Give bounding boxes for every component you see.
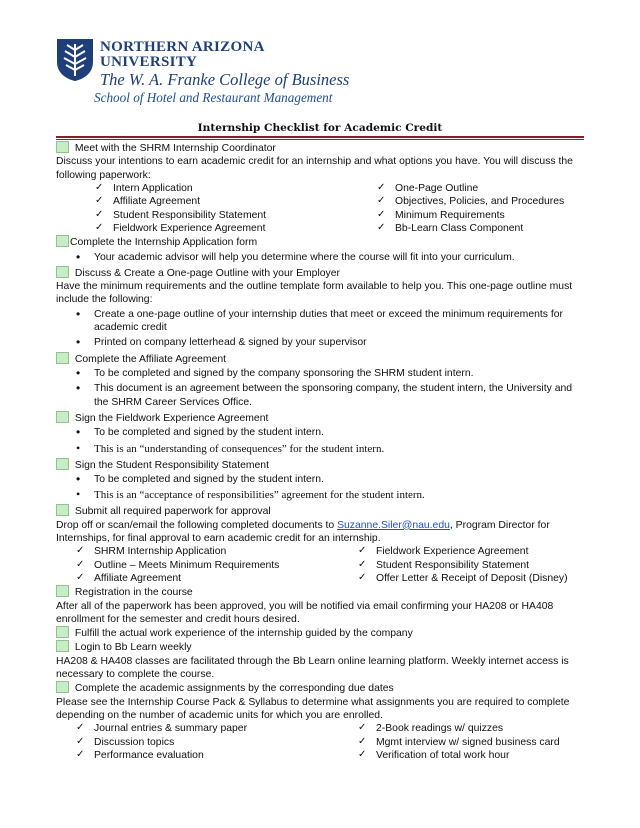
paperwork-left bbox=[113, 182, 395, 235]
checkbox[interactable] bbox=[56, 266, 69, 278]
list-item: ✓ SHRM Internship Application bbox=[94, 545, 376, 558]
list-item: ✓ Fieldwork Experience Agreement bbox=[113, 222, 395, 235]
checkbox[interactable] bbox=[56, 411, 69, 423]
checkbox[interactable] bbox=[56, 235, 69, 247]
list-item: ✓ Objectives, Policies, and Procedures bbox=[395, 195, 564, 208]
checkbox[interactable] bbox=[56, 141, 69, 153]
checkbox[interactable] bbox=[56, 352, 69, 364]
list-item: ✓ Offer Letter & Receipt of Deposit (Disney) bbox=[376, 572, 568, 585]
list-item: • To be completed and signed by the company sponsoring the SHRM student intern. bbox=[94, 367, 584, 380]
step-internship-application bbox=[56, 235, 584, 249]
nau-shield-icon bbox=[56, 38, 94, 82]
list-item: ✓ Mgmt interview w/ signed business card bbox=[376, 736, 560, 749]
step-text: Discuss your intentions to earn academic credit for an internship and what options you have. You will discuss the following paperwork: bbox=[56, 156, 573, 181]
list-item: ✓ Journal entries & summary paper bbox=[94, 722, 376, 735]
step-heading: Discuss & Create a One-page Outline with your Employer bbox=[74, 267, 340, 279]
checkbox[interactable] bbox=[56, 504, 69, 516]
email-link[interactable]: Suzanne.Siler@nau.edu bbox=[337, 519, 450, 531]
university-name bbox=[100, 40, 265, 70]
documents-left bbox=[94, 545, 376, 585]
step-meet-coordinator bbox=[56, 141, 584, 155]
step-heading: Complete the Internship Application form bbox=[70, 237, 258, 249]
list-item: ✓ Student Responsibility Statement bbox=[376, 559, 568, 572]
assignments-right bbox=[376, 722, 560, 762]
bullet-list bbox=[56, 426, 584, 455]
step-affiliate-agreement bbox=[56, 352, 584, 366]
list-item: • To be completed and signed by the student intern. bbox=[94, 473, 584, 486]
assignments-list bbox=[56, 722, 584, 762]
bullet-list bbox=[56, 367, 584, 409]
document-title: Internship Checklist for Academic Credit bbox=[197, 122, 443, 134]
bullet-list bbox=[56, 251, 584, 264]
step-fieldwork-agreement bbox=[56, 411, 584, 425]
step-assignments bbox=[56, 681, 584, 695]
list-item: ✓ Discussion topics bbox=[94, 736, 376, 749]
list-item: ✓ Bb-Learn Class Component bbox=[395, 222, 564, 235]
text-segment: , Program Director for Internships, for final approval to earn academic credit for an internship. bbox=[56, 519, 550, 544]
title-rule-thin bbox=[56, 139, 584, 140]
step-heading: Meet with the SHRM Internship Coordinator bbox=[74, 143, 276, 154]
list-item: ✓ Fieldwork Experience Agreement bbox=[376, 545, 568, 558]
university-logo bbox=[56, 38, 386, 108]
university-line2: UNIVERSITY bbox=[100, 54, 198, 70]
list-item: • Your academic advisor will help you determine where the course will fit into your curriculum. bbox=[94, 251, 584, 264]
step-heading: Complete the academic assignments by the corresponding due dates bbox=[74, 683, 394, 695]
step-text: Have the minimum requirements and the outline template form available to help you. This one-page outline must include the following: bbox=[56, 281, 573, 306]
list-item: ✓ Student Responsibility Statement bbox=[113, 209, 395, 222]
list-item: • This is an “acceptance of responsibilities” agreement for the student intern. bbox=[94, 488, 584, 502]
list-item: ✓ One-Page Outline bbox=[395, 182, 564, 195]
checkbox[interactable] bbox=[56, 585, 69, 597]
documents-list bbox=[56, 545, 584, 585]
title-rule bbox=[56, 136, 584, 138]
step-heading: Login to Bb Learn weekly bbox=[74, 642, 192, 654]
step-heading: Sign the Fieldwork Experience Agreement bbox=[74, 412, 269, 424]
checkbox[interactable] bbox=[56, 640, 69, 652]
list-item: ✓ Affiliate Agreement bbox=[94, 572, 376, 585]
college-name: The W. A. Franke College of Business bbox=[100, 70, 350, 89]
bullet-list bbox=[56, 308, 584, 350]
step-heading: Sign the Student Responsibility Statement bbox=[74, 459, 269, 471]
checkbox[interactable] bbox=[56, 458, 69, 470]
step-heading: Registration in the course bbox=[74, 587, 193, 599]
list-item: • To be completed and signed by the student intern. bbox=[94, 426, 584, 439]
step-registration bbox=[56, 585, 584, 599]
step-heading: Fulfill the actual work experience of the internship guided by the company bbox=[74, 628, 413, 640]
step-one-page-outline bbox=[56, 266, 584, 280]
assignments-left bbox=[94, 722, 376, 762]
paperwork-right bbox=[395, 182, 564, 235]
checklist bbox=[56, 141, 584, 762]
step-submit-paperwork bbox=[56, 504, 584, 518]
step-text: HA208 & HA408 classes are facilitated through the Bb Learn online learning platform. Weekly internet access is necessary to complete the course. bbox=[56, 655, 569, 681]
step-bb-learn bbox=[56, 640, 584, 654]
step-text: After all of the paperwork has been approved, you will be notified via email confirming your HA208 or HA408 enrollment for the semester and credit hours desired. bbox=[56, 600, 554, 625]
checkbox[interactable] bbox=[56, 681, 69, 693]
step-responsibility-statement bbox=[56, 458, 584, 472]
step-text: Please see the Internship Course Pack & Syllabus to determine what assignments you are required to complete depending on the number of academic units for which you are enrolled. bbox=[56, 696, 570, 722]
text-segment: Drop off or scan/email the following completed documents to bbox=[56, 519, 338, 531]
list-item: ✓ Performance evaluation bbox=[94, 749, 376, 762]
list-item: ✓ Intern Application bbox=[113, 182, 395, 195]
documents-right bbox=[376, 545, 568, 585]
list-item: ✓ Outline – Meets Minimum Requirements bbox=[94, 559, 376, 572]
list-item: ✓ Minimum Requirements bbox=[395, 209, 564, 222]
list-item: • Printed on company letterhead & signed by your supervisor bbox=[94, 336, 584, 349]
paperwork-list bbox=[56, 182, 584, 235]
list-item: • This document is an agreement between the sponsoring company, the student intern, the University and the SHRM Career Services Office. bbox=[94, 382, 584, 409]
university-line1: NORTHERN ARIZONA bbox=[100, 39, 265, 55]
list-item: ✓ Verification of total work hour bbox=[376, 749, 560, 762]
bullet-list bbox=[56, 473, 584, 502]
step-text bbox=[56, 519, 584, 546]
list-item: ✓ Affiliate Agreement bbox=[113, 195, 395, 208]
list-item: • Create a one-page outline of your internship duties that meet or exceed the minimum requirements for academic credit bbox=[94, 308, 584, 335]
school-name: School of Hotel and Restaurant Management bbox=[94, 90, 333, 105]
list-item: ✓ 2-Book readings w/ quizzes bbox=[376, 722, 560, 735]
step-work-experience bbox=[56, 626, 584, 640]
checkbox[interactable] bbox=[56, 626, 69, 638]
list-item: • This is an “understanding of consequences” for the student intern. bbox=[94, 442, 584, 456]
step-heading: Complete the Affiliate Agreement bbox=[74, 353, 227, 365]
step-heading: Submit all required paperwork for approval bbox=[74, 506, 271, 518]
